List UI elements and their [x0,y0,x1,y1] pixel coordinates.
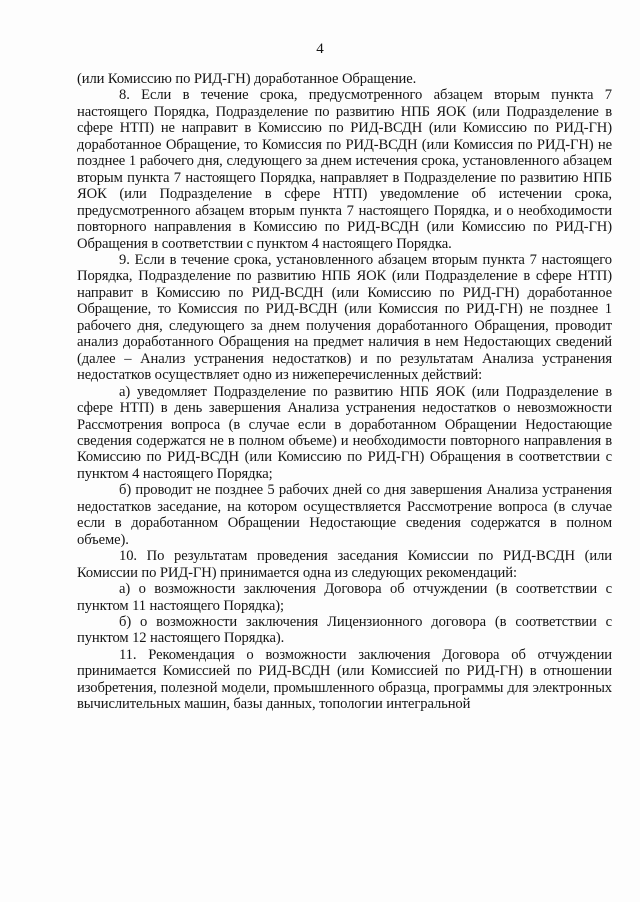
paragraph-11: 11. Рекомендация о возможности заключения Договора об отчуждении принимается Комиссией по РИД-ВСДН (или Комиссией по РИД-ГН) в отношении изобретения, полезной модели, промышленного образца, программы для электронных вычислительных машин, базы данных, топологии интегральной [77,646,612,713]
paragraph-9-item-b: б) проводит не позднее 5 рабочих дней со дня завершения Анализа устранения недостатков заседание, на котором осуществляется Рассмотрение вопроса (в случае если в доработанном Обращении Недостающие сведения содержатся в полном объеме). [77,482,612,548]
page-number: 4 [316,41,324,57]
paragraph-10: 10. По результатам проведения заседания Комиссии по РИД-ВСДН (или Комиссии по РИД-ГН) принимается одна из следующих рекомендаций: [77,548,612,581]
paragraph-continuation: (или Комиссию по РИД-ГН) доработанное Обращение. [77,71,417,87]
paragraph-9-item-a: а) уведомляет Подразделение по развитию НПБ ЯОК (или Подразделение в сфере НТП) в день завершения Анализа устранения недостатков о невозможности Рассмотрения вопроса (в случае если в доработанном Обращении Недостающие сведения содержатся не в полном объеме) и необходимости повторного направления в Комиссию по РИД-ВСДН (или Комиссию по РИД-ГН) Обращения в соответствии с пунктом 4 настоящего Порядка; [77,383,612,482]
document-body [77,71,612,713]
paragraph-9: 9. Если в течение срока, установленного абзацем вторым пункта 7 настоящего Порядка, Подразделение по развитию НПБ ЯОК (или Подразделение в сфере НТП) направит в Комиссию по РИД-ВСДН (или Комиссию по РИД-ГН) доработанное Обращение, то Комиссия по РИД-ВСДН (или Комиссия по РИД-ГН) не позднее 1 рабочего дня, следующего за днем получения доработанного Обращения, проводит анализ доработанного Обращения на предмет наличия в нем Недостающих сведений (далее – Анализ устранения недостатков) и по результатам Анализа устранения недостатков осуществляет одно из нижеперечисленных действий: [77,251,612,384]
paragraph-8: 8. Если в течение срока, предусмотренного абзацем вторым пункта 7 настоящего Порядка, Подразделение по развитию НПБ ЯОК (или Подразделение в сфере НТП) не направит в Комиссию по РИД-ВСДН (или Комиссию по РИД-ГН) доработанное Обращение, то Комиссия по РИД-ВСДН (или Комиссия по РИД-ГН) не позднее 1 рабочего дня, следующего за днем истечения срока, установленного абзацем вторым пункта 7 настоящего Порядка, направляет в Подразделение по развитию НПБ ЯОК (или Подразделение в сфере НТП) уведомление об истечении срока, предусмотренного абзацем вторым пункта 7 настоящего Порядка, и о необходимости повторного направления в Комиссию по РИД-ВСДН (или Комиссию по РИД-ГН) Обращения в соответствии с пунктом 4 настоящего Порядка. [77,87,612,252]
paragraph-10-item-b: б) о возможности заключения Лицензионного договора (в соответствии с пунктом 12 настоящего Порядка). [77,613,612,647]
paragraph-10-item-a: а) о возможности заключения Договора об отчуждении (в соответствии с пунктом 11 настоящего Порядка); [77,581,612,614]
